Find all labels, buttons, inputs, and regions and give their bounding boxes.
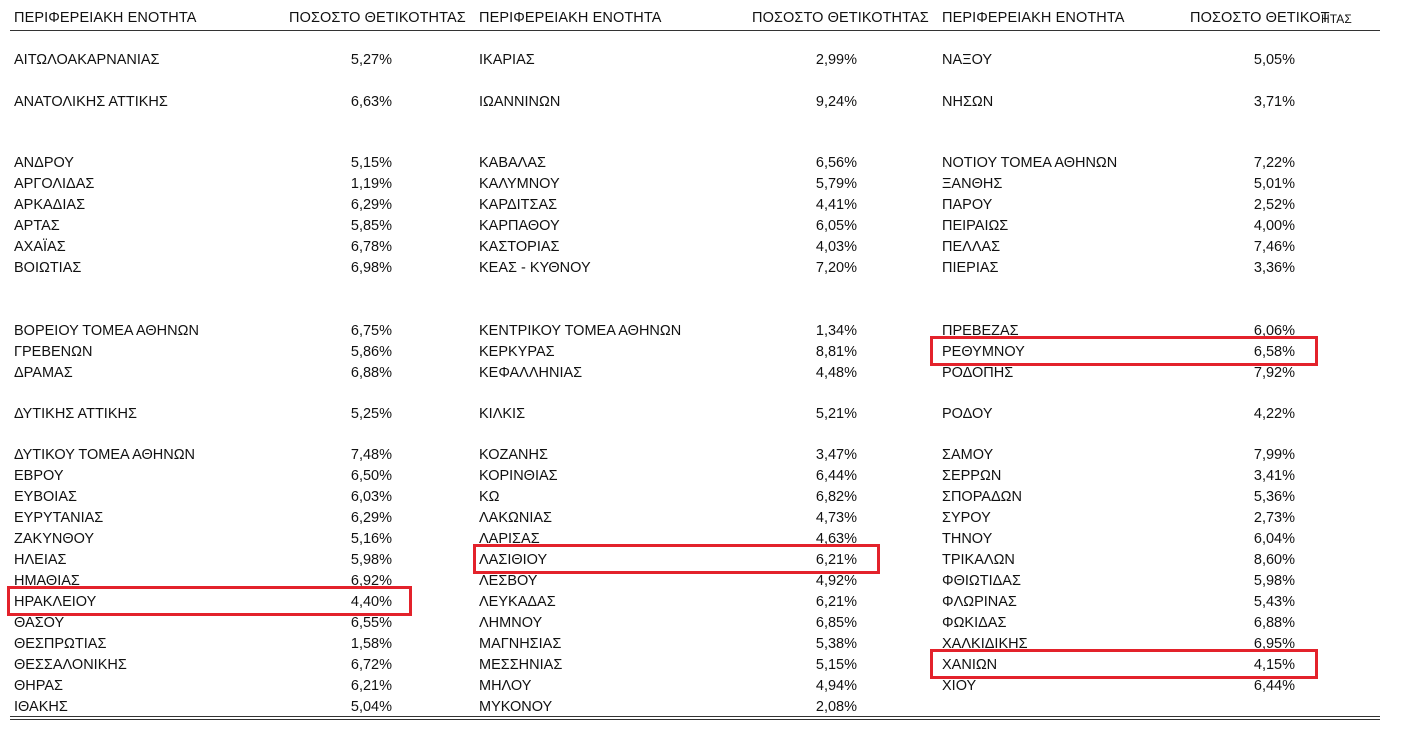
region-name: ΕΥΡΥΤΑΝΙΑΣ bbox=[14, 510, 104, 526]
positivity-rate: 6,82% bbox=[815, 489, 857, 505]
region-name: ΛΕΥΚΑΔΑΣ bbox=[479, 594, 556, 610]
region-name: ΛΕΣΒΟΥ bbox=[479, 573, 538, 589]
header-rate-3-tail: ΗΤΑΣ bbox=[1321, 12, 1352, 26]
positivity-rate: 4,15% bbox=[1253, 657, 1295, 673]
region-name: ΘΕΣΠΡΩΤΙΑΣ bbox=[14, 636, 107, 652]
region-name: ΚΑΡΠΑΘΟΥ bbox=[479, 218, 560, 234]
positivity-rate: 6,29% bbox=[350, 197, 392, 213]
region-name: ΑΝΔΡΟΥ bbox=[14, 155, 74, 171]
region-name: ΖΑΚΥΝΘΟΥ bbox=[14, 531, 95, 547]
positivity-rate: 3,36% bbox=[1253, 260, 1295, 276]
positivity-rate: 1,58% bbox=[350, 636, 392, 652]
region-name: ΝΑΞΟΥ bbox=[942, 52, 993, 68]
positivity-rate: 6,72% bbox=[350, 657, 392, 673]
region-name: ΗΡΑΚΛΕΙΟΥ bbox=[14, 594, 97, 610]
highlight-box bbox=[930, 336, 1318, 366]
region-name: ΜΥΚΟΝΟΥ bbox=[479, 699, 553, 715]
region-name: ΑΝΑΤΟΛΙΚΗΣ ΑΤΤΙΚΗΣ bbox=[14, 94, 168, 110]
positivity-rate: 4,41% bbox=[815, 197, 857, 213]
positivity-rate: 6,05% bbox=[815, 218, 857, 234]
region-name: ΦΩΚΙΔΑΣ bbox=[942, 615, 1007, 631]
positivity-rate: 6,78% bbox=[350, 239, 392, 255]
region-name: ΒΟΡΕΙΟΥ ΤΟΜΕΑ ΑΘΗΝΩΝ bbox=[14, 323, 199, 339]
region-name: ΤΗΝΟΥ bbox=[942, 531, 993, 547]
positivity-rate: 2,73% bbox=[1253, 510, 1295, 526]
region-name: ΚΩ bbox=[479, 489, 500, 505]
positivity-rate: 4,40% bbox=[350, 594, 392, 610]
highlight-box bbox=[473, 544, 880, 574]
positivity-rate: 6,21% bbox=[350, 678, 392, 694]
region-name: ΔΥΤΙΚΟΥ ΤΟΜΕΑ ΑΘΗΝΩΝ bbox=[14, 447, 196, 463]
region-name: ΠΡΕΒΕΖΑΣ bbox=[942, 323, 1019, 339]
positivity-rate: 6,92% bbox=[350, 573, 392, 589]
region-name: ΚΑΣΤΟΡΙΑΣ bbox=[479, 239, 560, 255]
positivity-rate: 5,15% bbox=[350, 155, 392, 171]
positivity-rate: 4,94% bbox=[815, 678, 857, 694]
positivity-rate: 6,44% bbox=[815, 468, 857, 484]
positivity-rate: 6,03% bbox=[350, 489, 392, 505]
region-name: ΣΕΡΡΩΝ bbox=[942, 468, 1002, 484]
region-name: ΚΕΑΣ - ΚΥΘΝΟΥ bbox=[479, 260, 591, 276]
highlight-box bbox=[930, 649, 1318, 679]
region-name: ΠΕΙΡΑΙΩΣ bbox=[942, 218, 1009, 234]
region-name: ΚΑΡΔΙΤΣΑΣ bbox=[479, 197, 558, 213]
positivity-rate: 5,21% bbox=[815, 406, 857, 422]
positivity-rate: 4,00% bbox=[1253, 218, 1295, 234]
positivity-rate: 7,99% bbox=[1253, 447, 1295, 463]
region-name: ΚΕΦΑΛΛΗΝΙΑΣ bbox=[479, 365, 583, 381]
positivity-rate: 6,04% bbox=[1253, 531, 1295, 547]
header-rule bbox=[10, 30, 1380, 31]
region-name: ΙΘΑΚΗΣ bbox=[14, 699, 68, 715]
positivity-rate: 6,88% bbox=[350, 365, 392, 381]
region-name: ΝΟΤΙΟΥ ΤΟΜΕΑ ΑΘΗΝΩΝ bbox=[942, 155, 1118, 171]
header-region-2: ΠΕΡΙΦΕΡΕΙΑΚΗ ΕΝΟΤΗΤΑ bbox=[479, 10, 662, 26]
positivity-rate: 6,50% bbox=[350, 468, 392, 484]
region-name: ΚΙΛΚΙΣ bbox=[479, 406, 526, 422]
positivity-rate: 4,22% bbox=[1253, 406, 1295, 422]
positivity-rate: 6,44% bbox=[1253, 678, 1295, 694]
region-name: ΜΑΓΝΗΣΙΑΣ bbox=[479, 636, 562, 652]
region-name: ΛΗΜΝΟΥ bbox=[479, 615, 543, 631]
region-name: ΔΡΑΜΑΣ bbox=[14, 365, 73, 381]
region-name: ΗΜΑΘΙΑΣ bbox=[14, 573, 80, 589]
positivity-rate: 4,73% bbox=[815, 510, 857, 526]
header-rate-1: ΠΟΣΟΣΤΟ ΘΕΤΙΚΟΤΗΤΑΣ bbox=[289, 10, 466, 26]
positivity-rate: 3,41% bbox=[1253, 468, 1295, 484]
positivity-rate: 6,21% bbox=[815, 552, 857, 568]
positivity-rate: 2,08% bbox=[815, 699, 857, 715]
positivity-rate: 6,55% bbox=[350, 615, 392, 631]
region-name: ΚΟΖΑΝΗΣ bbox=[479, 447, 548, 463]
positivity-rate: 6,75% bbox=[350, 323, 392, 339]
region-name: ΧΑΛΚΙΔΙΚΗΣ bbox=[942, 636, 1028, 652]
region-name: ΓΡΕΒΕΝΩΝ bbox=[14, 344, 93, 360]
region-name: ΑΡΓΟΛΙΔΑΣ bbox=[14, 176, 95, 192]
region-name: ΔΥΤΙΚΗΣ ΑΤΤΙΚΗΣ bbox=[14, 406, 137, 422]
positivity-rate: 1,34% bbox=[815, 323, 857, 339]
region-name: ΜΗΛΟΥ bbox=[479, 678, 532, 694]
header-region-3: ΠΕΡΙΦΕΡΕΙΑΚΗ ΕΝΟΤΗΤΑ bbox=[942, 10, 1125, 26]
positivity-rate: 5,43% bbox=[1253, 594, 1295, 610]
region-name: ΑΡΚΑΔΙΑΣ bbox=[14, 197, 86, 213]
region-name: ΚΕΡΚΥΡΑΣ bbox=[479, 344, 555, 360]
header-rate-3: ΠΟΣΟΣΤΟ ΘΕΤΙΚΟΤ bbox=[1190, 10, 1330, 26]
positivity-rate: 7,22% bbox=[1253, 155, 1295, 171]
positivity-rate: 4,48% bbox=[815, 365, 857, 381]
region-name: ΞΑΝΘΗΣ bbox=[942, 176, 1003, 192]
positivity-rate: 7,92% bbox=[1253, 365, 1295, 381]
positivity-rate: 6,58% bbox=[1253, 344, 1295, 360]
positivity-rate: 5,15% bbox=[815, 657, 857, 673]
highlight-box bbox=[7, 586, 412, 616]
positivity-rate: 8,81% bbox=[815, 344, 857, 360]
positivity-rate: 6,98% bbox=[350, 260, 392, 276]
positivity-rate: 5,04% bbox=[350, 699, 392, 715]
positivity-rate: 5,86% bbox=[350, 344, 392, 360]
region-name: ΦΘΙΩΤΙΔΑΣ bbox=[942, 573, 1021, 589]
positivity-rate: 6,06% bbox=[1253, 323, 1295, 339]
region-name: ΧΑΝΙΩΝ bbox=[942, 657, 998, 673]
positivity-rate: 1,19% bbox=[350, 176, 392, 192]
region-name: ΠΙΕΡΙΑΣ bbox=[942, 260, 999, 276]
region-name: ΣΑΜΟΥ bbox=[942, 447, 994, 463]
region-name: ΒΟΙΩΤΙΑΣ bbox=[14, 260, 82, 276]
region-name: ΙΩΑΝΝΙΝΩΝ bbox=[479, 94, 561, 110]
region-name: ΡΟΔΟΠΗΣ bbox=[942, 365, 1014, 381]
positivity-rate: 2,99% bbox=[815, 52, 857, 68]
region-name: ΡΟΔΟΥ bbox=[942, 406, 993, 422]
positivity-rate: 5,16% bbox=[350, 531, 392, 547]
region-name: ΕΥΒΟΙΑΣ bbox=[14, 489, 77, 505]
region-name: ΚΑΛΥΜΝΟΥ bbox=[479, 176, 560, 192]
positivity-rate: 4,92% bbox=[815, 573, 857, 589]
positivity-rate: 6,95% bbox=[1253, 636, 1295, 652]
region-name: ΛΑΚΩΝΙΑΣ bbox=[479, 510, 553, 526]
positivity-rate: 3,71% bbox=[1253, 94, 1295, 110]
positivity-rate: 5,27% bbox=[350, 52, 392, 68]
bottom-rule bbox=[10, 716, 1380, 717]
region-name: ΙΚΑΡΙΑΣ bbox=[479, 52, 535, 68]
region-name: ΚΕΝΤΡΙΚΟΥ ΤΟΜΕΑ ΑΘΗΝΩΝ bbox=[479, 323, 682, 339]
positivity-rate: 5,38% bbox=[815, 636, 857, 652]
positivity-rate: 6,85% bbox=[815, 615, 857, 631]
positivity-rate: 7,46% bbox=[1253, 239, 1295, 255]
positivity-rate: 6,56% bbox=[815, 155, 857, 171]
positivity-rate: 6,88% bbox=[1253, 615, 1295, 631]
region-name: ΘΑΣΟΥ bbox=[14, 615, 65, 631]
positivity-rate: 4,63% bbox=[815, 531, 857, 547]
region-name: ΧΙΟΥ bbox=[942, 678, 977, 694]
region-name: ΛΑΣΙΘΙΟΥ bbox=[479, 552, 548, 568]
region-name: ΠΕΛΛΑΣ bbox=[942, 239, 1001, 255]
positivity-rate: 7,20% bbox=[815, 260, 857, 276]
region-name: ΚΟΡΙΝΘΙΑΣ bbox=[479, 468, 558, 484]
positivity-rate: 5,85% bbox=[350, 218, 392, 234]
positivity-rate: 5,98% bbox=[1253, 573, 1295, 589]
region-name: ΠΑΡΟΥ bbox=[942, 197, 993, 213]
bottom-rule-double bbox=[10, 719, 1380, 720]
region-name: ΦΛΩΡΙΝΑΣ bbox=[942, 594, 1017, 610]
region-name: ΕΒΡΟΥ bbox=[14, 468, 64, 484]
region-name: ΗΛΕΙΑΣ bbox=[14, 552, 67, 568]
positivity-rate: 6,63% bbox=[350, 94, 392, 110]
region-name: ΑΡΤΑΣ bbox=[14, 218, 60, 234]
positivity-rate: 5,25% bbox=[350, 406, 392, 422]
region-name: ΑΧΑΪΑΣ bbox=[14, 239, 66, 255]
region-name: ΑΙΤΩΛΟΑΚΑΡΝΑΝΙΑΣ bbox=[14, 52, 160, 68]
positivity-rate: 8,60% bbox=[1253, 552, 1295, 568]
positivity-rate: 5,36% bbox=[1253, 489, 1295, 505]
region-name: ΣΠΟΡΑΔΩΝ bbox=[942, 489, 1022, 505]
region-name: ΘΕΣΣΑΛΟΝΙΚΗΣ bbox=[14, 657, 127, 673]
positivity-rate: 5,05% bbox=[1253, 52, 1295, 68]
positivity-rate: 5,98% bbox=[350, 552, 392, 568]
positivity-rate: 2,52% bbox=[1253, 197, 1295, 213]
positivity-rate: 3,47% bbox=[815, 447, 857, 463]
region-name: ΡΕΘΥΜΝΟΥ bbox=[942, 344, 1025, 360]
region-name: ΣΥΡΟΥ bbox=[942, 510, 991, 526]
region-name: ΚΑΒΑΛΑΣ bbox=[479, 155, 547, 171]
positivity-rate: 6,21% bbox=[815, 594, 857, 610]
positivity-rate: 6,29% bbox=[350, 510, 392, 526]
header-region-1: ΠΕΡΙΦΕΡΕΙΑΚΗ ΕΝΟΤΗΤΑ bbox=[14, 10, 197, 26]
region-name: ΤΡΙΚΑΛΩΝ bbox=[942, 552, 1015, 568]
region-name: ΛΑΡΙΣΑΣ bbox=[479, 531, 540, 547]
positivity-rate: 7,48% bbox=[350, 447, 392, 463]
region-name: ΝΗΣΩΝ bbox=[942, 94, 994, 110]
positivity-rate: 5,79% bbox=[815, 176, 857, 192]
positivity-rate: 4,03% bbox=[815, 239, 857, 255]
region-name: ΜΕΣΣΗΝΙΑΣ bbox=[479, 657, 563, 673]
header-rate-2: ΠΟΣΟΣΤΟ ΘΕΤΙΚΟΤΗΤΑΣ bbox=[752, 10, 929, 26]
positivity-rate: 9,24% bbox=[815, 94, 857, 110]
region-name: ΘΗΡΑΣ bbox=[14, 678, 63, 694]
positivity-rate: 5,01% bbox=[1253, 176, 1295, 192]
